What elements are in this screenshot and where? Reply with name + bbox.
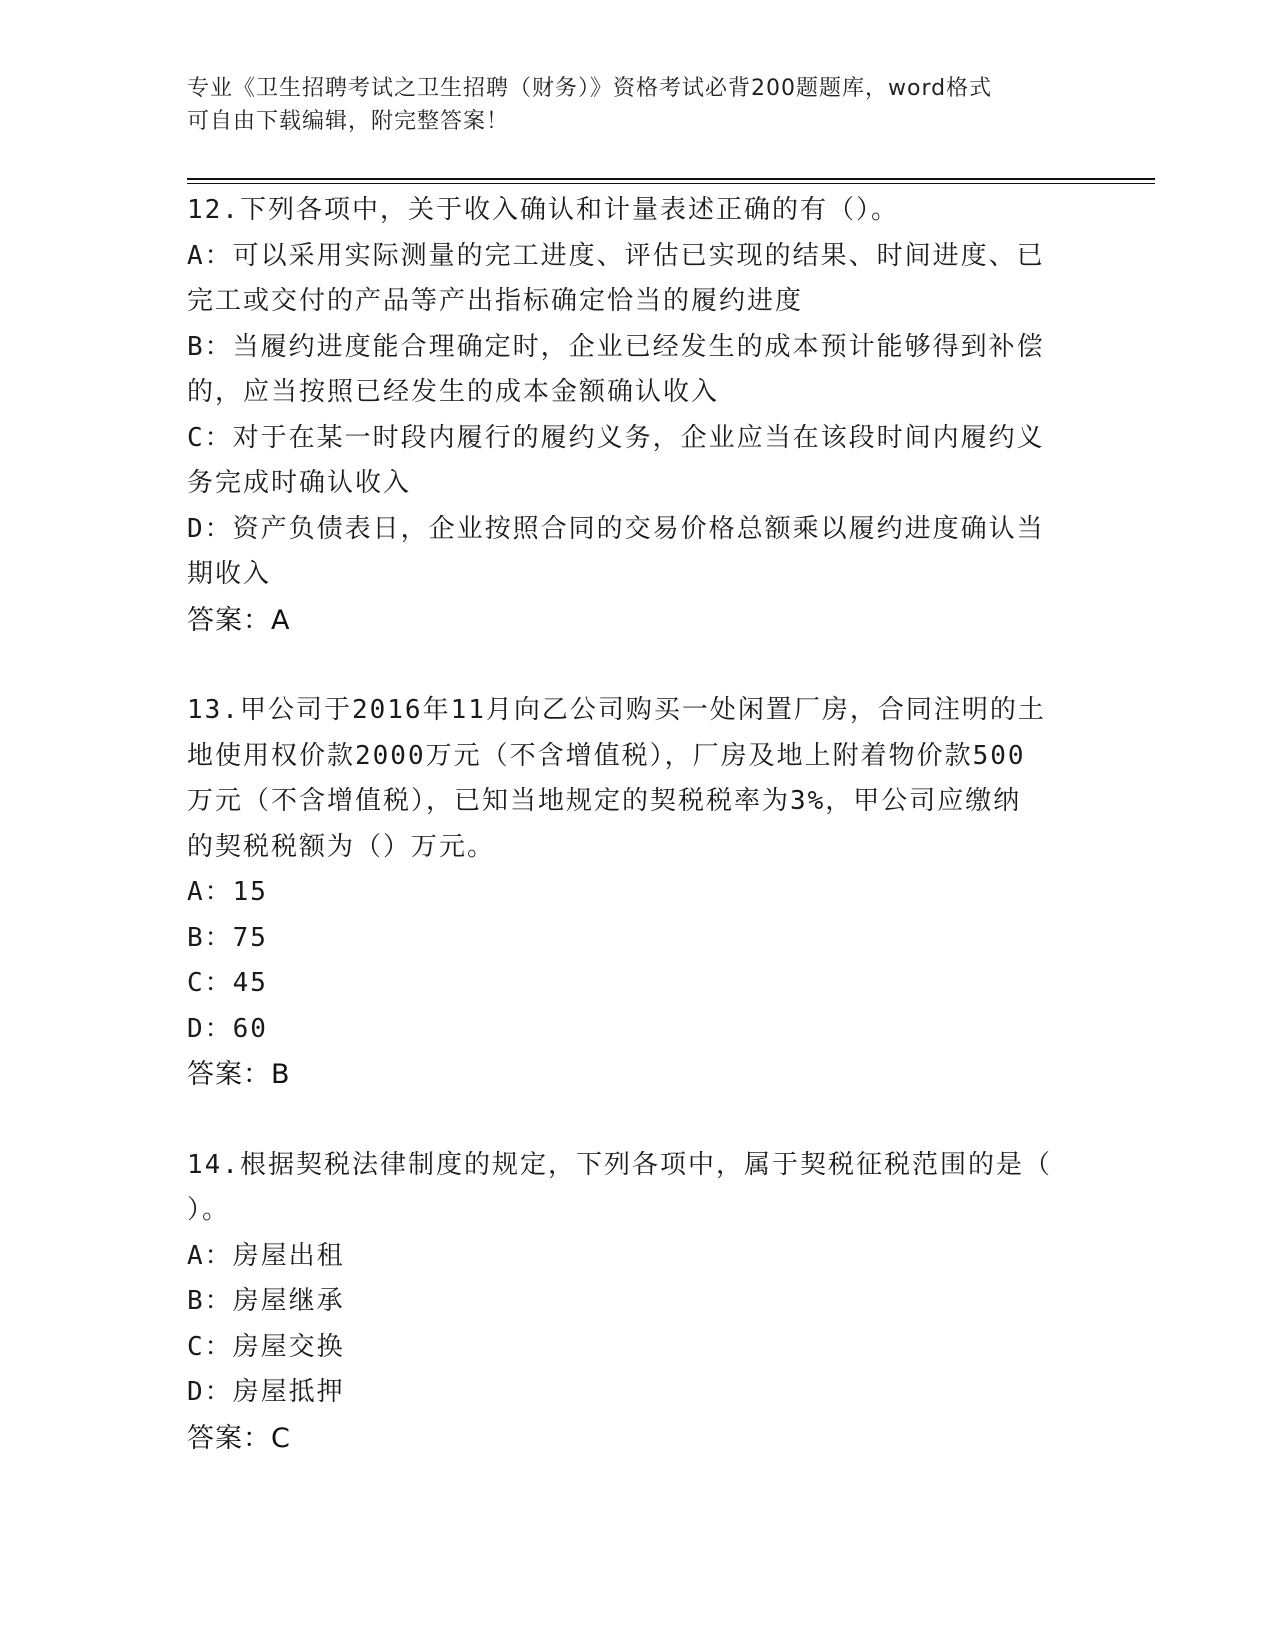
answer-key: 答案：B — [187, 1059, 291, 1090]
answer-option — [187, 1325, 1067, 1371]
answer-key: 答案：C — [187, 1422, 291, 1454]
answer-option-line: 务完成时确认收入 — [187, 468, 412, 498]
answer-option-line: D：房屋抵押 — [187, 1377, 345, 1407]
answer-option — [187, 1279, 1067, 1325]
question-stem-line: 14.根据契税法律制度的规定，下列各项中，属于契税征税范围的是（ — [187, 1149, 1052, 1180]
answer-option-line: A：15 — [187, 877, 268, 907]
answer-option-line: B：房屋继承 — [187, 1286, 345, 1316]
answer-key: 答案：A — [187, 604, 291, 636]
document-header — [187, 72, 1067, 138]
answer-option-line: 完工或交付的产品等产出指标确定恰当的履约进度 — [187, 286, 804, 316]
question-block — [187, 188, 1067, 643]
answer-option-line: A：可以采用实际测量的完工进度、评估已实现的结果、时间进度、已 — [187, 240, 1045, 271]
header-line-2: 可自由下载编辑，附完整答案！ — [187, 109, 510, 134]
answer-option-line: D：资产负债表日，企业按照合同的交易价格总额乘以履约进度确认当 — [187, 513, 1045, 544]
answer-option-line: B：75 — [187, 922, 268, 953]
question-stem-line: 13.甲公司于2016年11月向乙公司购买一处闲置厂房，合同注明的土 — [187, 695, 1046, 725]
question-stem-line: 12.下列各项中，关于收入确认和计量表述正确的有（）。 — [187, 195, 899, 225]
question-block — [187, 1143, 1067, 1462]
answer-option — [187, 325, 1067, 416]
question-list — [187, 188, 1067, 1461]
question-block — [187, 688, 1067, 1098]
answer-option-line: D：60 — [187, 1013, 268, 1044]
answer-option — [187, 416, 1067, 507]
answer-option — [187, 1234, 1067, 1280]
answer-option-line: A：房屋出租 — [187, 1240, 345, 1271]
question-stem-line: 的契税税额为（）万元。 — [187, 831, 496, 862]
header-line-1: 专业《卫生招聘考试之卫生招聘（财务）》资格考试必背200题题库，word格式 — [187, 76, 993, 101]
answer-option — [187, 234, 1067, 325]
question-stem-line: ）。 — [187, 1195, 231, 1225]
header-divider-thin — [187, 183, 1155, 184]
answer-option — [187, 870, 1067, 916]
answer-option — [187, 1007, 1067, 1053]
answer-option-line: C：45 — [187, 968, 268, 998]
answer-option — [187, 916, 1067, 962]
question-spacer — [187, 1098, 1067, 1143]
header-divider-thick — [187, 178, 1155, 180]
answer-option — [187, 961, 1067, 1007]
answer-option-line: C：房屋交换 — [187, 1331, 345, 1362]
answer-option — [187, 507, 1067, 598]
answer-option — [187, 1370, 1067, 1416]
answer-option-line: B：当履约进度能合理确定时，企业已经发生的成本预计能够得到补偿 — [187, 331, 1045, 362]
question-spacer — [187, 643, 1067, 688]
question-stem-line: 万元（不含增值税），已知当地规定的契税税率为3%，甲公司应缴纳 — [187, 786, 1022, 816]
answer-option-line: 期收入 — [187, 559, 272, 589]
answer-option-line: C：对于在某一时段内履行的履约义务，企业应当在该段时间内履约义 — [187, 422, 1045, 453]
question-stem-line: 地使用权价款2000万元（不含增值税），厂房及地上附着物价款500 — [187, 740, 1026, 771]
answer-option-line: 的，应当按照已经发生的成本金额确认收入 — [187, 377, 720, 407]
